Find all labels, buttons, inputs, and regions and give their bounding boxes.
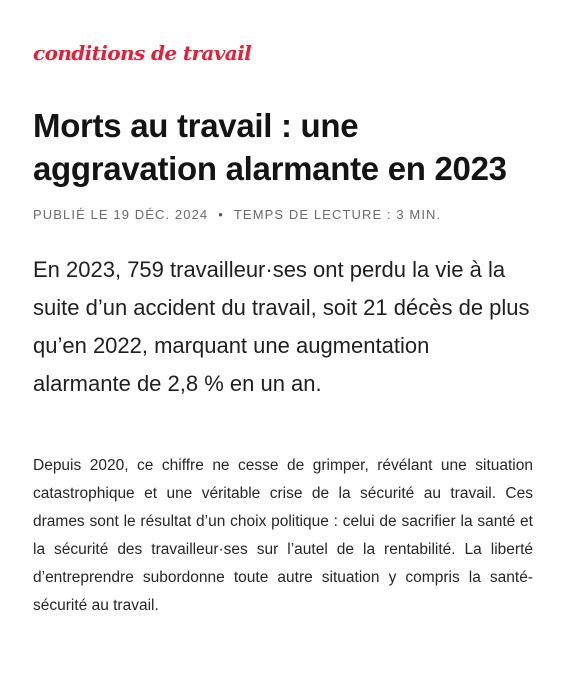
article-meta xyxy=(33,206,441,224)
category-label[interactable]: conditions de travail xyxy=(33,41,252,65)
article-title: Morts au travail : une aggravation alarmante en 2023 xyxy=(33,107,507,187)
article-lead: En 2023, 759 travailleur·ses ont perdu la vie à la suite d’un accident du travail, soit 21 décès de plus qu’en 2022, marquant une augmentation alarmante de 2,8 % en un an. xyxy=(33,257,530,396)
reading-time: TEMPS DE LECTURE : 3 MIN. xyxy=(233,207,442,222)
publish-date: PUBLIÉ LE 19 DÉC. 2024 xyxy=(33,207,209,222)
article-body-paragraph: Depuis 2020, ce chiffre ne cesse de grimper, révélant une situation catastrophique et une véritable crise de la sécurité au travail. Ces drames sont le résultat d’un choix politique : celui de sacrifier la santé et la sécurité des travailleur·ses sur l’autel de la rentabilité. La liberté d’entreprendre subordonne toute autre situation y compris la santé-sécurité au travail. xyxy=(33,457,533,614)
meta-separator: • xyxy=(218,207,224,222)
